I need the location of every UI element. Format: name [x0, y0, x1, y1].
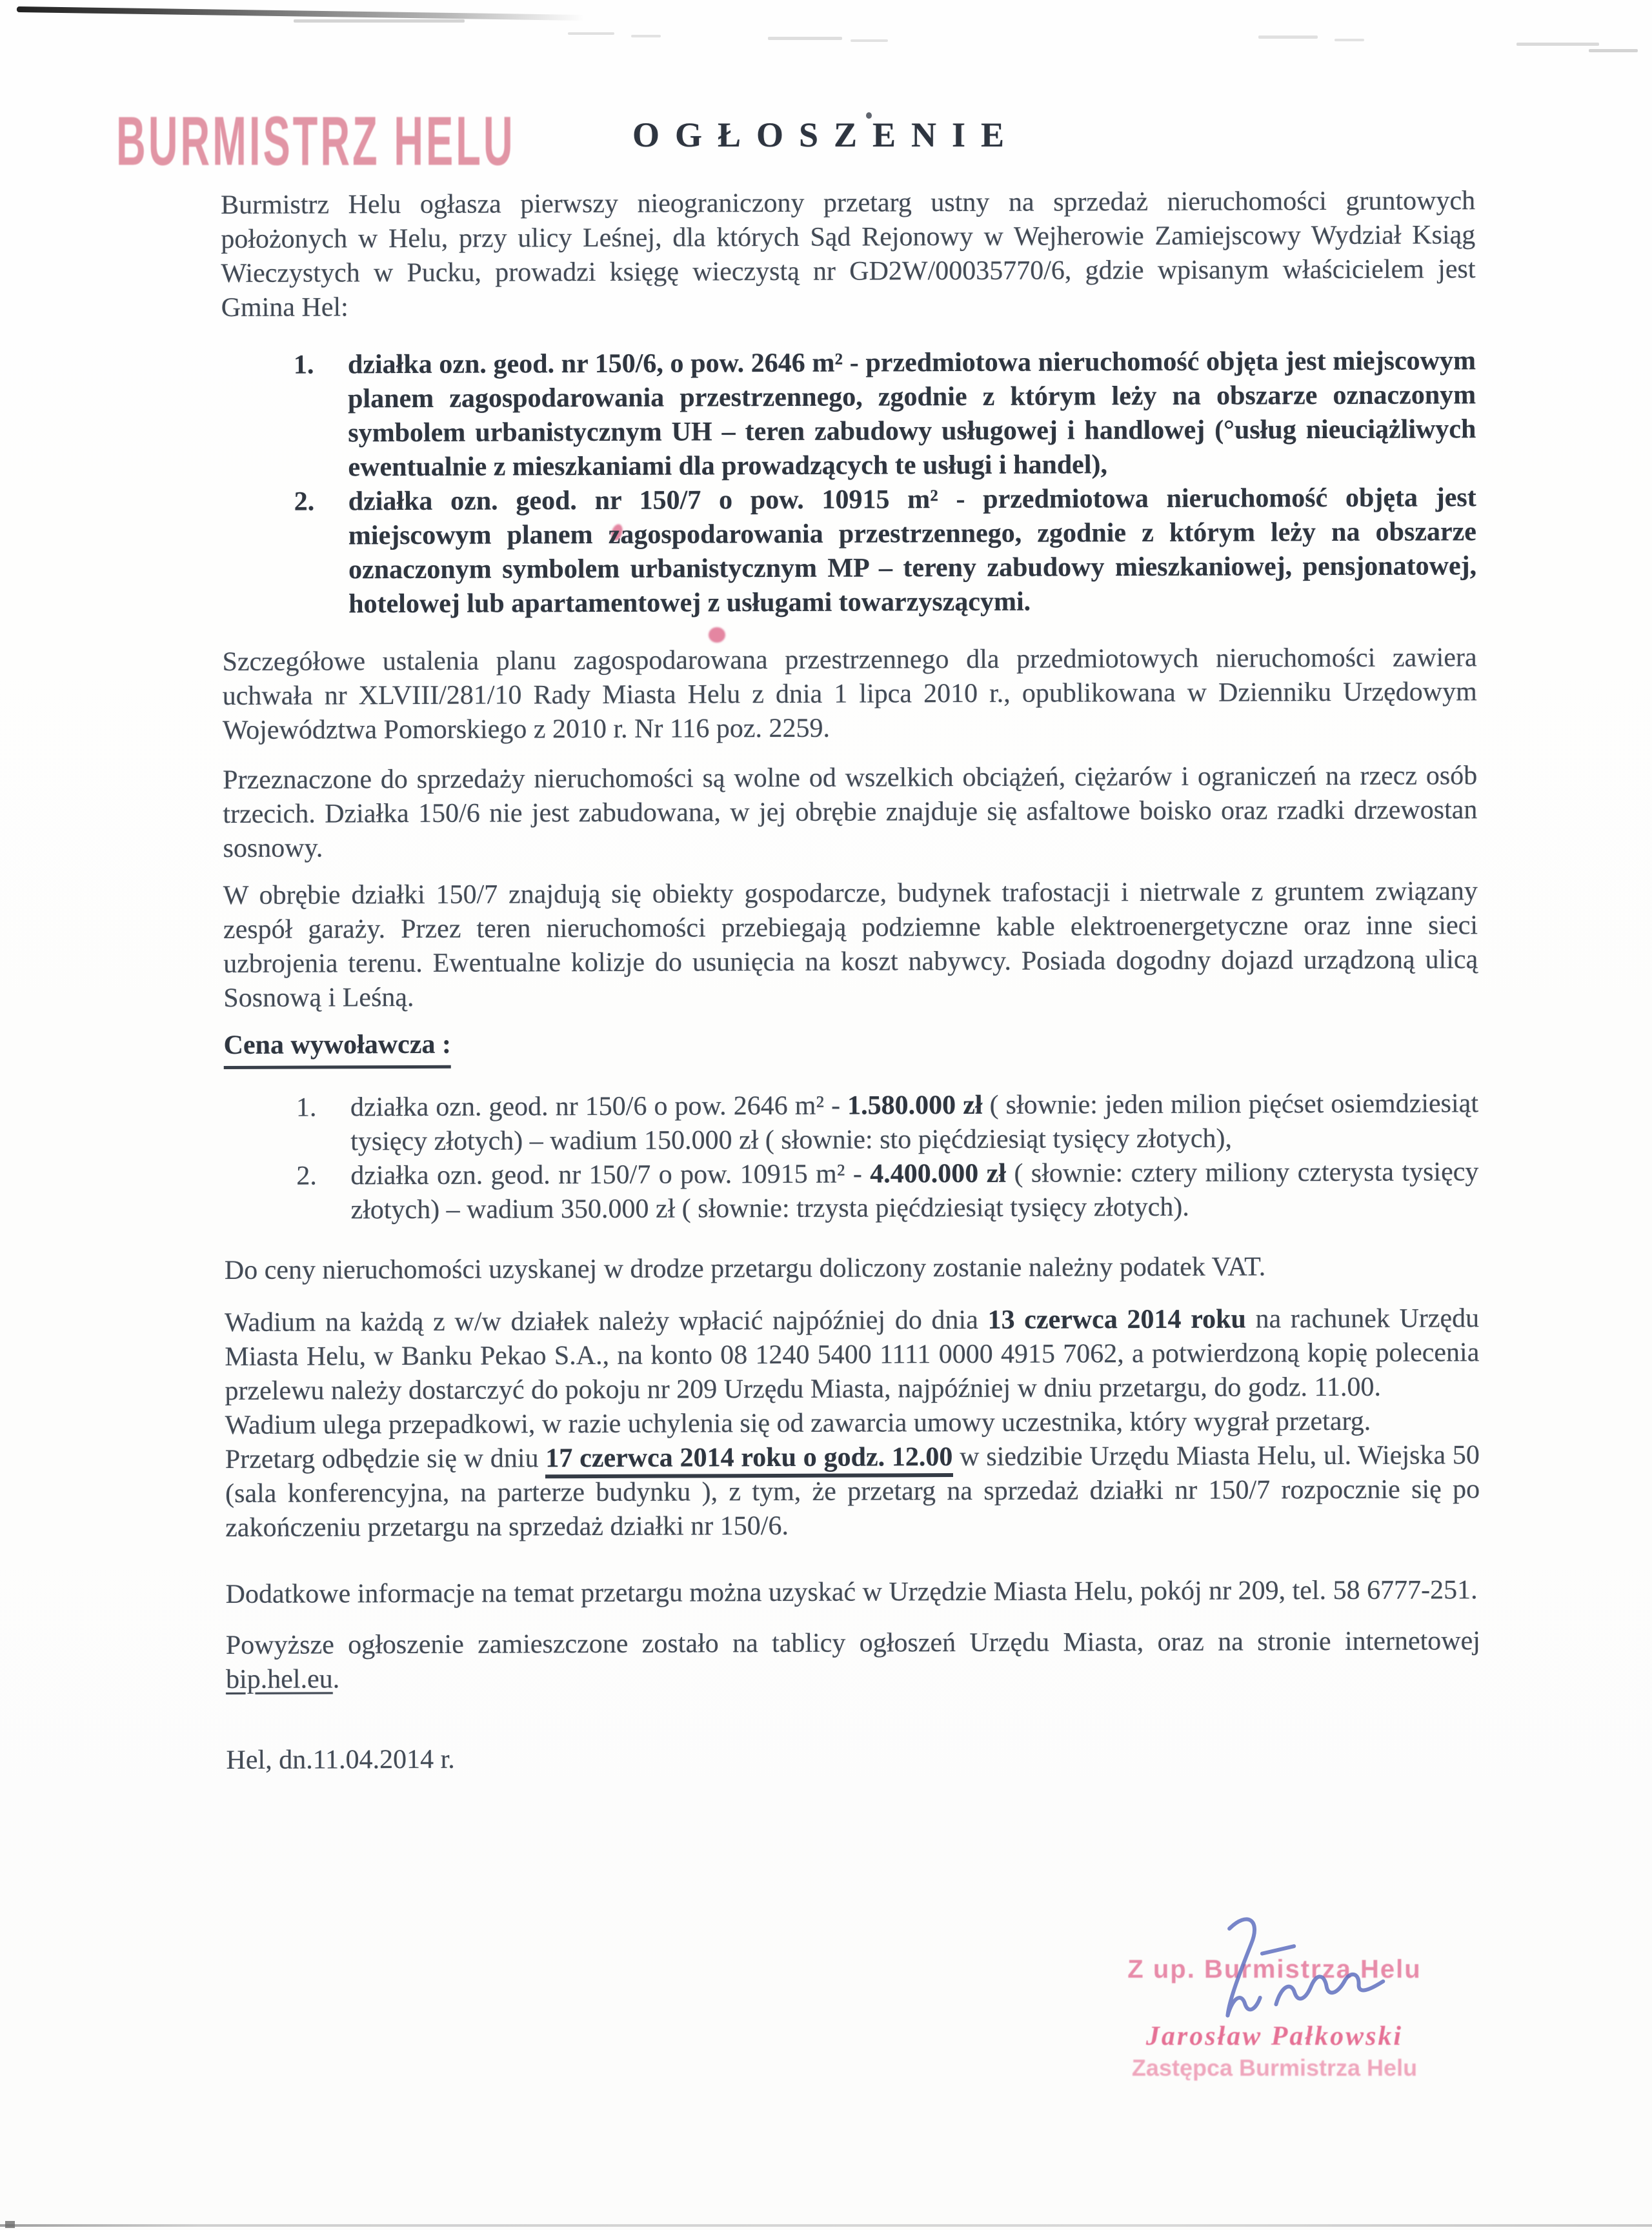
signer-title-stamp: Zastępca Burmistrza Helu — [1131, 2054, 1418, 2081]
price-item-2-amount: 4.400.000 zł — [870, 1158, 1007, 1189]
scan-artifact-dash — [631, 35, 661, 37]
plot-item-1 — [294, 344, 1476, 485]
price-item-2-text — [350, 1155, 1478, 1227]
publication-pre: Powyższe ogłoszenie zamieszczone zostało na tablicy ogłoszeń Urzędu Miasta, oraz na stronie internetowej — [225, 1626, 1480, 1660]
vat-paragraph: Do ceny nieruchomości uzyskanej w drodze przetargu doliczony zostanie należny podatek VAT. — [224, 1252, 1266, 1285]
price-item-1-number: 1. — [296, 1092, 317, 1123]
scan-artifact-dash — [1258, 35, 1318, 39]
info-paragraph: Dodatkowe informacje na temat przetargu można uzyskać w Urzędzie Miasta Helu, pokój nr 209, tel. 58 6777-251. — [225, 1575, 1478, 1609]
price-heading — [224, 1024, 1478, 1069]
plot-list — [221, 344, 1476, 622]
document-body — [221, 184, 1481, 1778]
price-item-1-post: ( słownie: jeden milion pięćset osiemdziesiąt tysięcy złotych) – wadium 150.000 zł ( słownie: sto pięćdziesiąt tysięcy złotych), — [350, 1089, 1479, 1157]
price-item-1 — [296, 1087, 1478, 1159]
plan-resolution-paragraph: Szczegółowe ustalenia planu zagospodarowana przestrzennego dla przedmiotowych nieruchomości zawiera uchwała nr XLVIII/281/10 Rady Miasta Helu z dnia 1 lipca 2010 r., opublikowana w Dzienniku Urzędowym Województwa Pomorskiego z 2010 r. Nr 116 poz. 2259. — [222, 643, 1477, 745]
price-item-1-text — [350, 1087, 1478, 1159]
signer-name-stamp: Jarosław Pałkowski — [1145, 2022, 1404, 2051]
price-item-1-amount: 1.580.000 zł — [847, 1090, 983, 1121]
scan-artifact-dash — [1589, 49, 1638, 52]
publication-post: . — [332, 1664, 340, 1694]
publication-paragraph — [226, 1624, 1480, 1697]
plot-item-1-text: działka ozn. geod. nr 150/6, o pow. 2646 m² - przedmiotowa nieruchomość objęta jest miejscowym planem zagospodarowania przestrzennego, zgodnie z którym leży na obszarze oznaczonym symbolem urbanistycznym UH – teren zabudowy usługowej i handlowej (°usług nieuciążliwych ewentualnie z mieszkaniami dla prowadzących te usługi i handel), — [347, 346, 1476, 483]
wadium-paragraph — [225, 1301, 1480, 1409]
plot-item-2-number: 2. — [294, 487, 315, 517]
wadium-pre: Wadium na każdą z w/w działek należy wpłacić najpóźniej do dnia — [225, 1305, 988, 1338]
price-heading-text: Cena wywoławcza : — [224, 1028, 451, 1069]
plot-item-2 — [294, 481, 1477, 621]
scan-artifact-dash — [1516, 43, 1599, 46]
auction-date-paragraph — [225, 1438, 1480, 1545]
dateline: Hel, dn.11.04.2014 r. — [226, 1744, 455, 1775]
price-item-2 — [296, 1155, 1478, 1227]
scan-artifact-dash — [851, 39, 888, 42]
plot7-description-paragraph: W obrębie działki 150/7 znajdują się obiekty gospodarcze, budynek trafostacji i nietrwale z gruntem związany zespół garaży. Przez teren nieruchomości przebiegają podziemne kable elektroenergetyczne oraz inne sieci uzbrojenia terenu. Ewentualne kolizje do usunięcia na koszt nabywcy. Posiada dogodny dojazd urządzoną ulicą Sosnową i Leśną. — [223, 876, 1478, 1013]
price-item-2-pre: działka ozn. geod. nr 150/7 o pow. 10915 m² - — [350, 1159, 871, 1191]
website-link: bip.hel.eu — [225, 1664, 333, 1694]
scan-artifact-bottom-line — [0, 2224, 1652, 2227]
price-item-1-pre: działka ozn. geod. nr 150/6 o pow. 2646 m² - — [350, 1090, 848, 1123]
intro-paragraph: Burmistrz Helu ogłasza pierwszy nieograniczony przetarg ustny na sprzedaż nieruchomości gruntowych położonych w Helu, przy ulicy Leśnej, dla których Sąd Rejonowy w Wejherowie Zamiejscowy Wydział Ksiąg Wieczystych w Pucku, prowadzi księgę wieczystą nr GD2W/00035770/6, gdzie wpisanym właścicielem jest Gmina Hel: — [221, 186, 1476, 323]
signature-authorization-stamp: Z up. Burmistrza Helu — [1127, 1955, 1422, 1984]
auction-datetime: 17 czerwca 2014 roku o godz. 12.00 — [545, 1442, 952, 1478]
scan-artifact-top-line — [17, 6, 585, 21]
plot-item-2-text: działka ozn. geod. nr 150/7 o pow. 10915 m² - przedmiotowa nieruchomość objęta jest miejscowym planem zagospodarowania przestrzennego, zgodnie z którym leży na obszarze oznaczonym symbolem urbanistycznym MP – tereny zabudowy mieszkaniowej, pensjonatowej, hotelowej lub apartamentowej z usługami towarzyszącymi. — [348, 483, 1477, 619]
wadium-deadline: 13 czerwca 2014 roku — [987, 1304, 1246, 1335]
auction-post: w siedzibie Urzędu Miasta Helu, ul. Wiejska 50 (sala konferencyjna, na parterze budynku ), z tym, że przetarg na sprzedaż działki nr 150/7 rozpocznie się po zakończeniu przetargu na sprzedaż działki nr 150/6. — [225, 1440, 1480, 1543]
signature-block — [1123, 1923, 1426, 2097]
scan-artifact-dash — [768, 37, 842, 40]
plot-item-1-number: 1. — [293, 350, 314, 380]
scan-artifact-dash — [294, 19, 465, 23]
page-title: OGŁOSZENIE — [632, 116, 1020, 154]
price-list — [224, 1087, 1479, 1228]
scan-artifact-bottom-square — [5, 2221, 15, 2228]
forfeit-paragraph: Wadium ulega przepadkowi, w razie uchylenia się od zawarcia umowy uczestnika, który wygrał przetarg. — [225, 1406, 1371, 1440]
encumbrance-paragraph: Przeznaczone do sprzedaży nieruchomości są wolne od wszelkich obciążeń, ciężarów i ograniczeń na rzecz osób trzecich. Działka 150/6 nie jest zabudowana, w jej obrębie znajduje się asfaltowe boisko oraz rzadki drzewostan sosnowy. — [223, 761, 1478, 863]
mayor-office-stamp: BURMISTRZ HELU — [116, 103, 516, 180]
price-item-2-number: 2. — [296, 1161, 317, 1191]
auction-pre: Przetarg odbędzie się w dniu — [225, 1443, 546, 1474]
wadium-post: na rachunek Urzędu Miasta Helu, w Banku Pekao S.A., na konto 08 1240 5400 1111 0000 4915 7062, a potwierdzoną kopię polecenia przelewu należy dostarczyć do pokoju nr 209 Urzędu Miasta, najpóźniej w dniu przetargu, do godz. 11.00. — [225, 1303, 1480, 1406]
scan-artifact-dash — [568, 32, 614, 35]
price-item-2-post: ( słownie: cztery miliony czterysta tysięcy złotych) – wadium 350.000 zł ( słownie: trzysta pięćdziesiąt tysięcy złotych). — [350, 1157, 1479, 1225]
scan-artifact-dash — [1335, 39, 1364, 41]
